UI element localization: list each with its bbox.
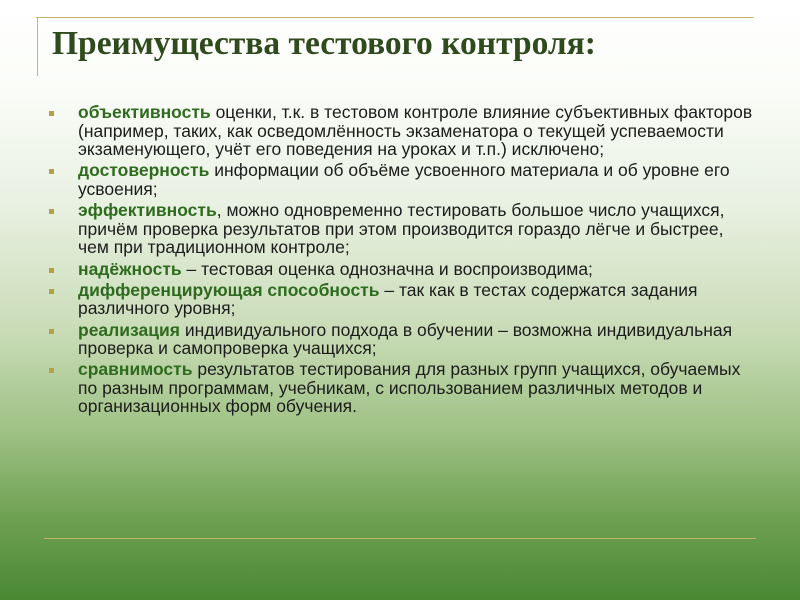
list-item: [48, 201, 754, 257]
square-bullet-icon: [49, 368, 54, 373]
item-text: , можно одновременно тестировать большое число учащихся, причём проверка результатов при этом производится гораздо лёгче и быстрее, чем при традиционном контроле;: [78, 200, 725, 258]
square-bullet-icon: [49, 289, 54, 294]
square-bullet-icon: [49, 111, 54, 116]
item-term: надёжность: [78, 258, 182, 279]
bullet-list: [48, 103, 754, 419]
item-term: дифференцирующая способность: [78, 279, 380, 300]
list-item: [48, 281, 754, 318]
item-term: достоверность: [78, 160, 210, 181]
list-item: [48, 321, 754, 358]
square-bullet-icon: [49, 329, 54, 334]
list-item: [48, 103, 754, 159]
left-divider: [37, 18, 38, 76]
item-text: индивидуального подхода в обучении – возможна индивидуальная проверка и самопроверка учащихся;: [78, 319, 733, 359]
item-text: информации об объёме усвоенного материала и об уровне его усвоения;: [78, 160, 730, 199]
item-term: эффективность: [78, 200, 217, 221]
list-item: [48, 260, 754, 279]
item-term: объективность: [78, 102, 211, 122]
item-text: – так как в тестах содержатся задания различного уровня;: [78, 279, 698, 319]
list-item: [48, 360, 754, 416]
item-text: результатов тестирования для разных групп учащихся, обучаемых по разным программам, учебникам, с использованием различных методов и организационных форм обучения.: [78, 359, 741, 417]
slide-title: Преимущества тестового контроля:: [52, 25, 596, 62]
bottom-divider: [44, 538, 756, 539]
top-divider: [36, 17, 754, 18]
square-bullet-icon: [49, 268, 54, 273]
item-text: оценки, т.к. в тестовом контроле влияние субъективных факторов (например, таких, как осведомлённость экзаменатора о текущей успеваемости экзаменующего, учёт его поведения на уроках и т.п.) исключено;: [78, 102, 753, 160]
item-term: сравнимость: [78, 359, 193, 380]
square-bullet-icon: [49, 209, 54, 214]
square-bullet-icon: [49, 169, 54, 174]
item-term: реализация: [78, 319, 180, 340]
item-text: – тестовая оценка однозначна и воспроизводима;: [181, 258, 593, 279]
list-item: [48, 161, 754, 198]
